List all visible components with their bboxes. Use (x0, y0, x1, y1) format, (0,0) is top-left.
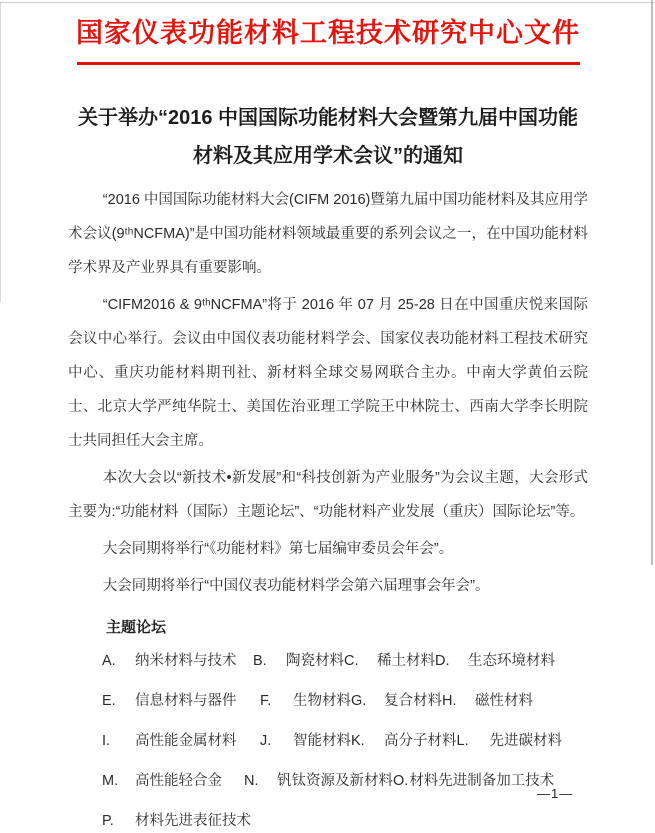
forum-item (344, 641, 435, 681)
document-body (68, 183, 588, 603)
forum-item (260, 721, 351, 761)
forum-heading: 主题论坛 (106, 619, 167, 636)
forum-item-label: 陶瓷材料 (286, 653, 344, 669)
forum-row (102, 641, 588, 681)
red-divider (77, 62, 580, 65)
forum-item-letter: B. (253, 653, 267, 669)
forum-item (351, 681, 442, 721)
paragraph-venue: “CIFM2016 & 9ᵗʰNCFMA”将于 2016 年 07 月 25-28 日在中国重庆悦来国际会议中心举行。会议由中国仪表功能材料学会、国家仪表功能材料工程技术研究中心、重庆功能材料期刊社、新材料全球交易网联合主办。中南大学黄伯云院士、北京大学严纯华院士、美国佐治亚理工学院王中林院士、西南大学李长明院士共同担任大会主席。 (68, 297, 588, 449)
forum-item-label: 高性能金属材料 (135, 733, 237, 749)
forum-item-label: 生态环境材料 (468, 653, 555, 669)
forum-item-letter: F. (260, 693, 272, 709)
document-header: 国家仪表功能材料工程技术研究中心文件 (76, 18, 580, 48)
scan-edge-top (0, 2, 655, 3)
forum-item-letter: N. (244, 773, 259, 789)
forum-item (260, 681, 351, 721)
paragraph-annual-meeting-2: 大会同期将举行“中国仪表功能材料学会第六届理事会年会”。 (102, 578, 490, 594)
forum-item-letter: E. (102, 693, 116, 709)
document-title-line1: 关于举办“2016 中国国际功能材料大会暨第九届中国功能 (77, 107, 579, 129)
forum-item (102, 681, 260, 721)
forum-item-letter: H. (442, 693, 457, 709)
forum-item-letter: P. (102, 813, 114, 829)
scan-edge-right (651, 0, 653, 565)
forum-item (102, 761, 244, 801)
forum-item (435, 641, 555, 681)
forum-item-label: 智能材料 (293, 733, 351, 749)
forum-item-label: 钒钛资源及新材料 (277, 773, 393, 789)
forum-item (102, 721, 260, 761)
paragraph-intro: “2016 中国国际功能材料大会(CIFM 2016)暨第九届中国功能材料及其应用学术会议(9ᵗʰNCFMA)”是中国功能材料领域最重要的系列会议之一，在中国功能材料学术界及产业界具有重要影响。 (68, 192, 588, 276)
forum-item-label: 生物材料 (293, 693, 351, 709)
forum-item-letter: J. (260, 733, 272, 749)
document-title-line2: 材料及其应用学术会议”的通知 (193, 145, 463, 167)
forum-item-label: 材料先进表征技术 (135, 813, 251, 829)
forum-item-label: 先进碳材料 (489, 733, 562, 749)
forum-item-letter: L. (456, 733, 469, 749)
forum-row (102, 761, 588, 801)
forum-row (102, 681, 588, 721)
document-title (68, 99, 588, 175)
forum-item (102, 801, 251, 833)
forum-list (102, 641, 588, 833)
forum-item-label: 高分子材料 (384, 733, 457, 749)
forum-item (351, 721, 457, 761)
forum-item (102, 641, 253, 681)
forum-item-label: 信息材料与器件 (135, 693, 237, 709)
forum-row (102, 801, 588, 833)
forum-item-label: 高性能轻合金 (135, 773, 222, 789)
forum-item-letter: A. (102, 653, 116, 669)
paragraph-annual-meeting-1: 大会同期将举行“《功能材料》第七届编审委员会年会”。 (102, 541, 454, 557)
forum-item (457, 721, 563, 761)
forum-item-label: 稀土材料 (377, 653, 435, 669)
page-number: —1— (537, 786, 574, 801)
forum-item-label: 磁性材料 (475, 693, 533, 709)
forum-item-label: 复合材料 (384, 693, 442, 709)
forum-item-letter: M. (102, 773, 119, 789)
forum-item (442, 681, 533, 721)
forum-item-letter: G. (351, 693, 367, 709)
forum-item (393, 761, 554, 801)
forum-item-letter: O. (393, 773, 409, 789)
forum-item-letter: K. (351, 733, 365, 749)
paragraph-theme: 本次大会以“新技术•新发展”和“科技创新为产业服务”为会议主题，大会形式主要为:“功能材料（国际）主题论坛”、“功能材料产业发展（重庆）国际论坛”等。 (68, 470, 588, 520)
forum-item-label: 纳米材料与技术 (135, 653, 237, 669)
forum-item-letter: C. (344, 653, 359, 669)
forum-item-letter: I. (102, 733, 111, 749)
forum-item-label: 材料先进制备加工技术 (409, 773, 555, 789)
forum-row (102, 721, 588, 761)
scan-edge-left (0, 2, 1, 302)
forum-item (244, 761, 393, 801)
forum-item-letter: D. (435, 653, 450, 669)
forum-item (253, 641, 344, 681)
